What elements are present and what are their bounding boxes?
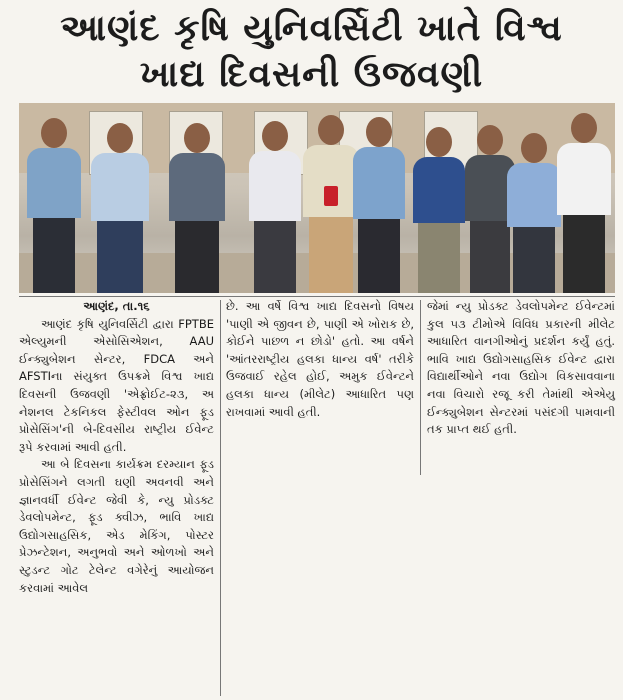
person-figure (167, 123, 227, 293)
article-paragraph: આણંદ કૃષિ યુનિવર્સિટી દ્વારા FPTBE એલ્યુમની એસોસિએશન, AAU ઈન્ક્યુબેશન સેન્ટર, FDCA અને AFSTIના સંયુક્ત ઉપક્રમે વિશ્વ ખાદ્ય દિવસની ઉજવણી 'એફ્રોઈટ-૨૩, અ નેશનલ ટેકનિકલ ફેસ્ટીવલ ઓન ફૂડ પ્રોસેસિંગ'ની બે-દિવસીય રાષ્ટ્રીય ઈવેન્ટ રૂપે કરવામાં આવી હતી. (19, 316, 214, 454)
person-figure (247, 121, 303, 293)
headline (0, 6, 623, 98)
award-icon (324, 186, 338, 206)
article-paragraph: છે. આ વર્ષે વિશ્વ ખાદ્ય દિવસનો વિષય 'પાણી એ જીવન છે, પાણી એ ખોરાક છે, કોઈને પાછળ ન છોડો' હતો. આ વર્ષને 'આંતરરાષ્ટ્રીય હલકા ધાન્ય વર્ષ' તરીકે ઉજવાઈ રહેલ હોઈ, અમુક ઈવેન્ટને હલકા ધાન્ય (મીલેટ) આધારિત પણ રાખવામાં આવી હતી. (226, 299, 414, 419)
headline-line-2: ખાદ્ય દિવસની ઉજવણી (139, 54, 484, 95)
column-divider (420, 300, 421, 475)
article-column-2 (226, 298, 414, 421)
person-figure (555, 113, 613, 293)
person-figure (25, 118, 83, 293)
article-paragraph: જેમાં ન્યુ પ્રોડક્ટ ડેવલોપમેન્ટ ઈવેન્ટમાં કુલ ૫૩ ટીમોએ વિવિધ પ્રકારની મીલેટ આધારિત વાનગીઓનું પ્રદર્શન કર્યું હતું. ભાવિ ખાદ્ય ઉદ્યોગસાહસિક ઈવેન્ટ દ્વારા વિદ્યાર્થીઓને નવા ઉદ્યોગ વિકસાવવાના નવા વિચારો રજૂ કરી તેમાંથી એએયુ ઈન્ક્યુબેશન સેન્ટરમાં પસંદગી પામવાની તક પ્રાપ્ત થઈ હતી. (427, 299, 615, 437)
person-figure (89, 123, 151, 293)
article-column-3 (427, 298, 615, 439)
column-divider (220, 300, 221, 696)
person-figure (411, 127, 467, 293)
dateline: આણંદ, તા.૧૬ (83, 299, 150, 313)
person-figure (351, 117, 407, 293)
news-photo (19, 103, 615, 293)
photo-rule (19, 296, 615, 297)
headline-line-1: આણંદ કૃષિ યુનિવર્સિટી ખાતે વિશ્વ (60, 8, 563, 49)
article-paragraph: આ બે દિવસના કાર્યક્રમ દરમ્યાન ફૂડ પ્રોસેસિંગને લગતી ઘણી અવનવી અને જ્ઞાનવર્ધી ઈવેન્ટ જેવી કે, ન્યુ પ્રોડક્ટ ડેવલોપમેન્ટ, ફૂડ ક્વીઝ, ભાવિ ખાદ્ય ઉદ્યોગસાહસિક, એડ મેકિંગ, પોસ્ટર પ્રેઝન્ટેશન, અનુભવો અને ઓળખો અને સ્ટુડન્ટ ગોટ ટેલેન્ટ વગેરેનું આયોજન કરવામાં આવેલ (19, 457, 214, 595)
article-column-1 (19, 298, 214, 597)
